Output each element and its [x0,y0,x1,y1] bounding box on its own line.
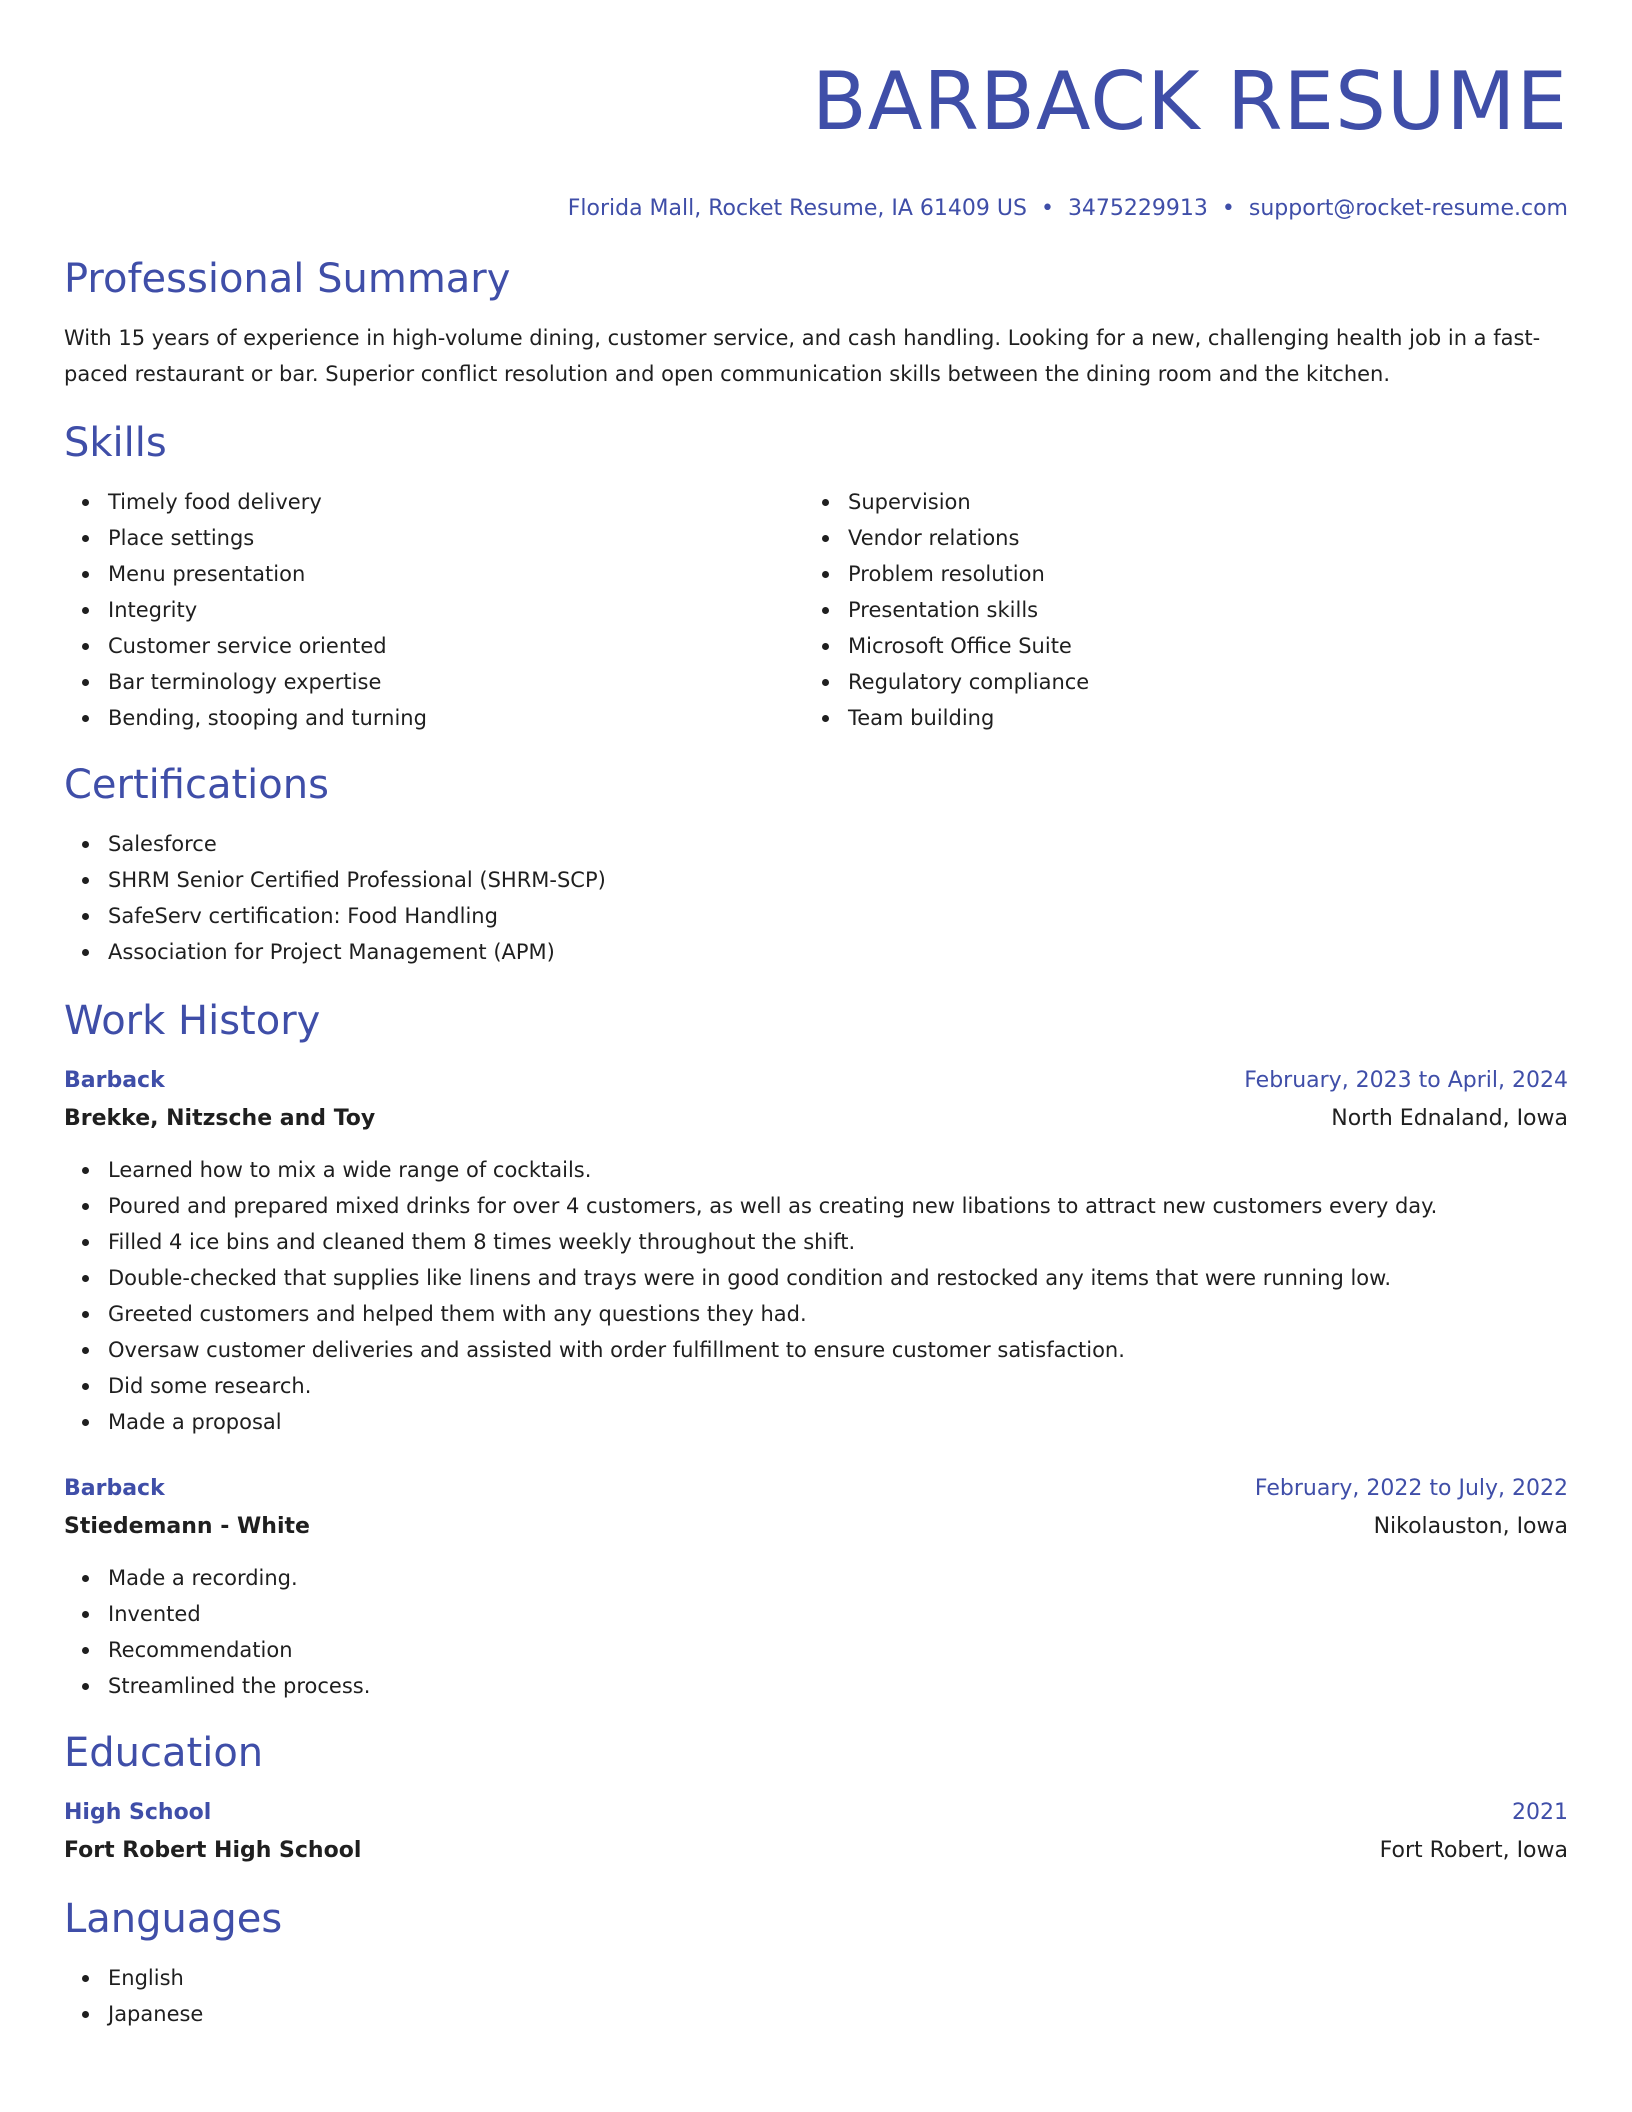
education-school: Fort Robert High School [64,1838,362,1863]
job-entry [64,1062,1568,1440]
job-title: Barback [64,1476,165,1501]
certification-item: SHRM Senior Certified Professional (SHRM-SCP) [64,862,1568,898]
job-bullet: Oversaw customer deliveries and assisted with order fulfillment to ensure customer satisfaction. [64,1332,1568,1368]
skill-item: Supervision [804,484,1544,520]
job-title-row [64,1470,1568,1508]
skills-columns [64,484,1568,736]
skill-item: Microsoft Office Suite [804,628,1544,664]
contact-phone: 3475229913 [1067,196,1208,221]
certification-item: Association for Project Management (APM) [64,934,1568,970]
education-degree: High School [64,1800,212,1825]
languages-heading: Languages [64,1896,283,1942]
job-title: Barback [64,1068,165,1093]
contact-separator: • [1221,196,1235,221]
job-entry [64,1470,1568,1704]
contact-line [64,194,1568,224]
skills-list-right [804,484,1544,736]
page-title: BARBACK RESUME [811,55,1568,148]
summary-section [64,254,1568,392]
skill-item: Team building [804,700,1544,736]
skill-item: Place settings [64,520,804,556]
job-company: Stiedemann - White [64,1514,310,1539]
skill-item: Bending, stooping and turning [64,700,804,736]
job-bullet: Made a recording. [64,1560,1568,1596]
certifications-heading: Certifications [64,762,329,808]
job-location: Nikolauston, Iowa [1373,1514,1568,1539]
work-history-section [64,996,1568,1704]
contact-separator: • [1040,196,1054,221]
education-year: 2021 [1512,1800,1568,1825]
job-bullet: Double-checked that supplies like linens and trays were in good condition and restocked any items that were running low. [64,1260,1568,1296]
job-bullet: Streamlined the process. [64,1668,1568,1704]
summary-text: With 15 years of experience in high-volume dining, customer service, and cash handling. Looking for a new, challenging health job in a fast-paced restaurant or bar. Superior conflict resolution and open communication skills between the dining room and the kitchen. [64,326,1541,386]
skill-item: Customer service oriented [64,628,804,664]
job-bullet: Learned how to mix a wide range of cocktails. [64,1152,1568,1188]
skill-item: Timely food delivery [64,484,804,520]
job-bullet: Greeted customers and helped them with any questions they had. [64,1296,1568,1332]
job-bullet: Filled 4 ice bins and cleaned them 8 times weekly throughout the shift. [64,1224,1568,1260]
job-bullets [64,1152,1568,1440]
job-bullet: Made a proposal [64,1404,1568,1440]
job-location: North Ednaland, Iowa [1331,1106,1568,1131]
job-company-row [64,1508,1568,1546]
languages-section [64,1894,1568,2032]
education-section [64,1728,1568,1870]
job-bullet: Poured and prepared mixed drinks for over 4 customers, as well as creating new libations to attract new customers every day. [64,1188,1568,1224]
certifications-list [64,826,1568,970]
job-bullets [64,1560,1568,1704]
languages-list [64,1960,1568,2032]
certification-item: Salesforce [64,826,1568,862]
skill-item: Bar terminology expertise [64,664,804,700]
contact-email[interactable]: support@rocket-resume.com [1248,196,1568,221]
work-history-heading: Work History [64,998,321,1044]
skill-item: Menu presentation [64,556,804,592]
job-bullet: Invented [64,1596,1568,1632]
job-dates: February, 2023 to April, 2024 [1244,1068,1568,1093]
contact-address: Florida Mall, Rocket Resume, IA 61409 US [567,196,1027,221]
job-company-row [64,1100,1568,1138]
education-degree-row [64,1794,1568,1832]
job-bullet: Recommendation [64,1632,1568,1668]
skill-item: Problem resolution [804,556,1544,592]
certification-item: SafeServ certification: Food Handling [64,898,1568,934]
language-item: English [64,1960,1568,1996]
skills-heading: Skills [64,420,167,466]
job-bullet: Did some research. [64,1368,1568,1404]
job-dates: February, 2022 to July, 2022 [1254,1476,1568,1501]
education-school-row [64,1832,1568,1870]
job-title-row [64,1062,1568,1100]
job-company: Brekke, Nitzsche and Toy [64,1106,376,1131]
language-item: Japanese [64,1996,1568,2032]
education-heading: Education [64,1730,264,1776]
skill-item: Regulatory compliance [804,664,1544,700]
certifications-section [64,760,1568,970]
skill-item: Presentation skills [804,592,1544,628]
education-location: Fort Robert, Iowa [1379,1838,1568,1863]
education-entry [64,1794,1568,1870]
skills-list-left [64,484,804,736]
skills-section [64,418,1568,736]
summary-heading: Professional Summary [64,256,511,302]
skill-item: Vendor relations [804,520,1544,556]
skill-item: Integrity [64,592,804,628]
resume-header [64,0,1568,224]
